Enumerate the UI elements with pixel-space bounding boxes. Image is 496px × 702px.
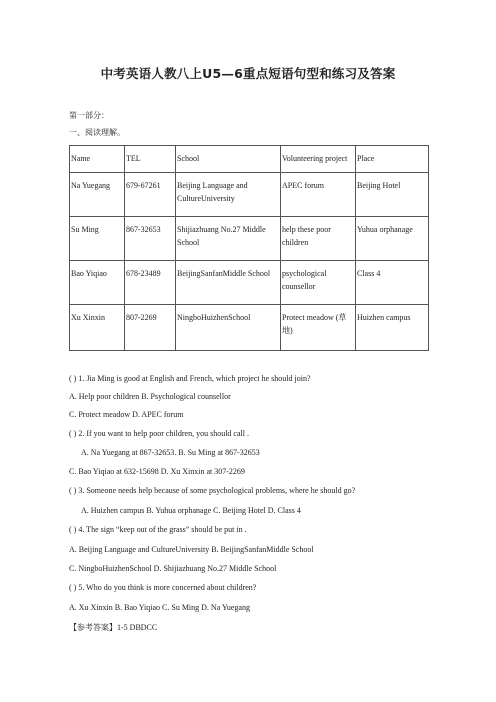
document-title: 中考英语人教八上U5—6重点短语句型和练习及答案 [100, 66, 396, 81]
question-2-options-a: A. Na Yuegang at 867-32653. B. Su Ming at 867-32653 [81, 448, 260, 457]
section-heading: 一、阅读理解。 [69, 128, 125, 137]
table-row [70, 305, 429, 351]
table-row [70, 173, 429, 217]
table-cell: Class 4 [356, 261, 429, 305]
part-label: 第一部分： [69, 111, 109, 120]
table-row [70, 261, 429, 305]
question-3-options: A. Huizhen campus B. Yuhua orphanage C. Beijing Hotel D. Class 4 [81, 506, 301, 515]
answer-key: 【参考答案】1-5 DBDCC [69, 623, 158, 632]
table-cell: 867-32653 [125, 217, 176, 261]
header-cell: School [176, 146, 281, 173]
table-cell: 807-2269 [125, 305, 176, 351]
table-cell: 678-23489 [125, 261, 176, 305]
header-cell: Place [356, 146, 429, 173]
info-table [69, 145, 429, 351]
table-cell: BeijingSanfanMiddle School [176, 261, 281, 305]
question-4-options-a: A. Beijing Language and CultureUniversity B. BeijingSanfanMiddle School [69, 545, 314, 554]
table-row [70, 217, 429, 261]
header-cell: TEL [125, 146, 176, 173]
table-cell: 679-67261 [125, 173, 176, 217]
question-1: ( ) 1. Jia Ming is good at English and French, which project he should join? [69, 374, 311, 383]
table-cell: Su Ming [70, 217, 125, 261]
question-1-options-c: C. Protect meadow D. APEC forum [69, 410, 184, 419]
table-cell: Yuhua orphanage [356, 217, 429, 261]
question-4: ( ) 4. The sign “keep out of the grass” should be put in . [69, 525, 247, 534]
question-4-options-c: C. NingboHuizhenSchool D. Shijiazhuang No.27 Middle School [69, 564, 277, 573]
table-cell: Xu Xinxin [70, 305, 125, 351]
table-cell: Bao Yiqiao [70, 261, 125, 305]
table-cell: psychological counsellor [281, 261, 356, 305]
table-cell: Protect meadow (草地) [281, 305, 356, 351]
table-cell: Huizhen campus [356, 305, 429, 351]
question-2: ( ) 2. If you want to help poor children, you should call . [69, 429, 249, 438]
question-5: ( ) 5. Who do you think is more concerned about children? [69, 583, 257, 592]
table-header-row [70, 146, 429, 173]
question-5-options: A. Xu Xinxin B. Bao Yiqiao C. Su Ming D. Na Yuegang [69, 603, 250, 612]
table-cell: Na Yuegang [70, 173, 125, 217]
question-2-options-c: C. Bao Yiqiao at 632-15698 D. Xu Xinxin at 307-2269 [69, 467, 245, 476]
table-cell: APEC forum [281, 173, 356, 217]
table-cell: Shijiazhuang No.27 Middle School [176, 217, 281, 261]
question-1-options-a: A. Help poor children B. Psychological counsellor [69, 392, 231, 401]
header-cell: Name [70, 146, 125, 173]
table-cell: NingboHuizhenSchool [176, 305, 281, 351]
question-3: ( ) 3. Someone needs help because of some psychological problems, where he should go? [69, 486, 356, 495]
header-cell: Volunteering project [281, 146, 356, 173]
table-cell: Beijing Hotel [356, 173, 429, 217]
table-cell: Beijing Language and CultureUniversity [176, 173, 281, 217]
table-cell: help these poor children [281, 217, 356, 261]
